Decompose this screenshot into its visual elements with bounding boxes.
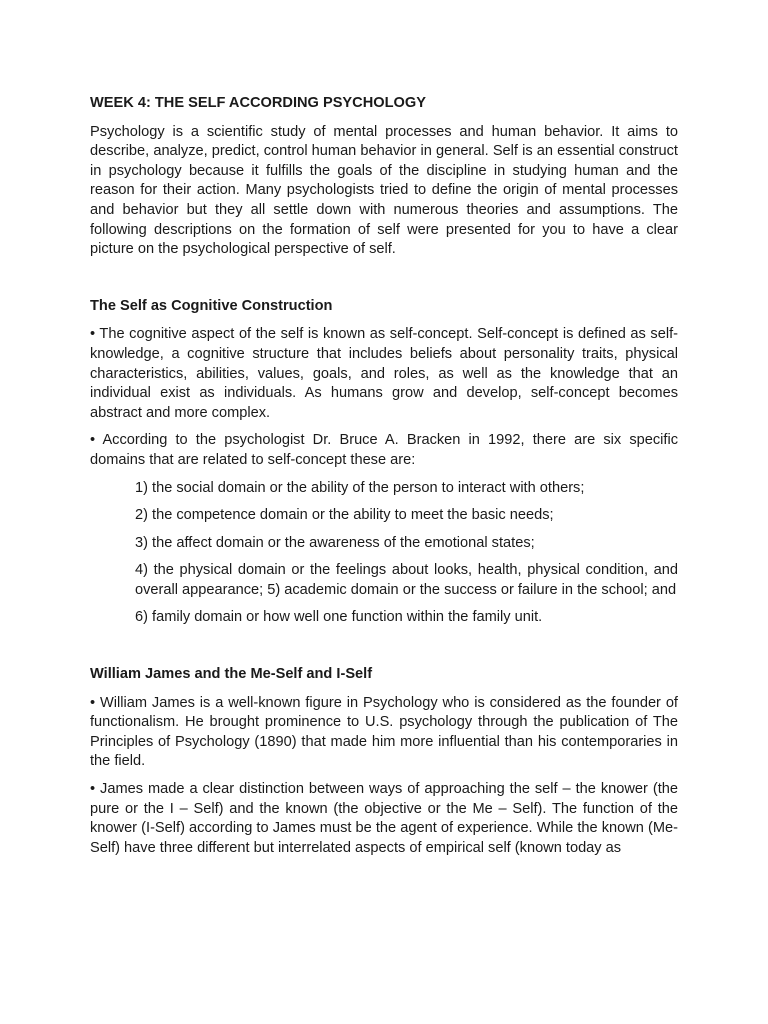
domain-item-physical-academic: 4) the physical domain or the feelings about looks, health, physical condition, and overall appearance; 5) academic domain or the success or failure in the school; and: [135, 562, 678, 598]
page-title: WEEK 4: THE SELF ACCORDING PSYCHOLOGY: [90, 95, 426, 111]
domain-item-competence: 2) the competence domain or the ability to meet the basic needs;: [135, 507, 554, 524]
bullet-bracken-domains: • According to the psychologist Dr. Bruce A. Bracken in 1992, there are six specific domains that are related to self-concept these are:: [90, 432, 678, 468]
intro-paragraph: Psychology is a scientific study of mental processes and human behavior. It aims to describe, analyze, predict, control human behavior in general. Self is an essential construct in psychology because it fulfills the goals of the discipline in studying human and the reason for their action. Many psychologists tried to define the origin of mental processes and behavior but they all settle down with numerous theories and assumptions. The following descriptions on the formation of self were presented for you to have a clear picture on the psychological perspective of self.: [90, 123, 678, 258]
domain-item-family: 6) family domain or how well one function within the family unit.: [135, 609, 543, 626]
section-heading-cognitive-construction: The Self as Cognitive Construction: [90, 297, 333, 314]
bullet-william-james: • William James is a well-known figure in Psychology who is considered as the founder of functionalism. He brought prominence to U.S. psychology through the publication of The Principles of Psychology (1890) that made him more influential than his contemporaries in the field.: [90, 694, 678, 770]
document-page: [90, 94, 678, 866]
section-heading-william-james: William James and the Me-Self and I-Self: [90, 666, 373, 683]
bullet-self-concept: • The cognitive aspect of the self is known as self-concept. Self-concept is defined as self-knowledge, a cognitive structure that includes beliefs about personality traits, physical characteristics, abilities, values, goals, and roles, as well as the knowledge that an individual exist as individuals. As humans grow and develop, self-concept becomes abstract and more complex.: [90, 326, 678, 421]
bullet-knower-known: • James made a clear distinction between ways of approaching the self – the knower (the pure or the I – Self) and the known (the objective or the Me – Self). The function of the knower (I-Self) according to James must be the agent of experience. While the known (Me-Self) have three different but interrelated aspects of empirical self (known today as: [90, 781, 678, 856]
domain-item-affect: 3) the affect domain or the awareness of the emotional states;: [135, 534, 535, 551]
domain-item-social: 1) the social domain or the ability of the person to interact with others;: [135, 479, 585, 496]
